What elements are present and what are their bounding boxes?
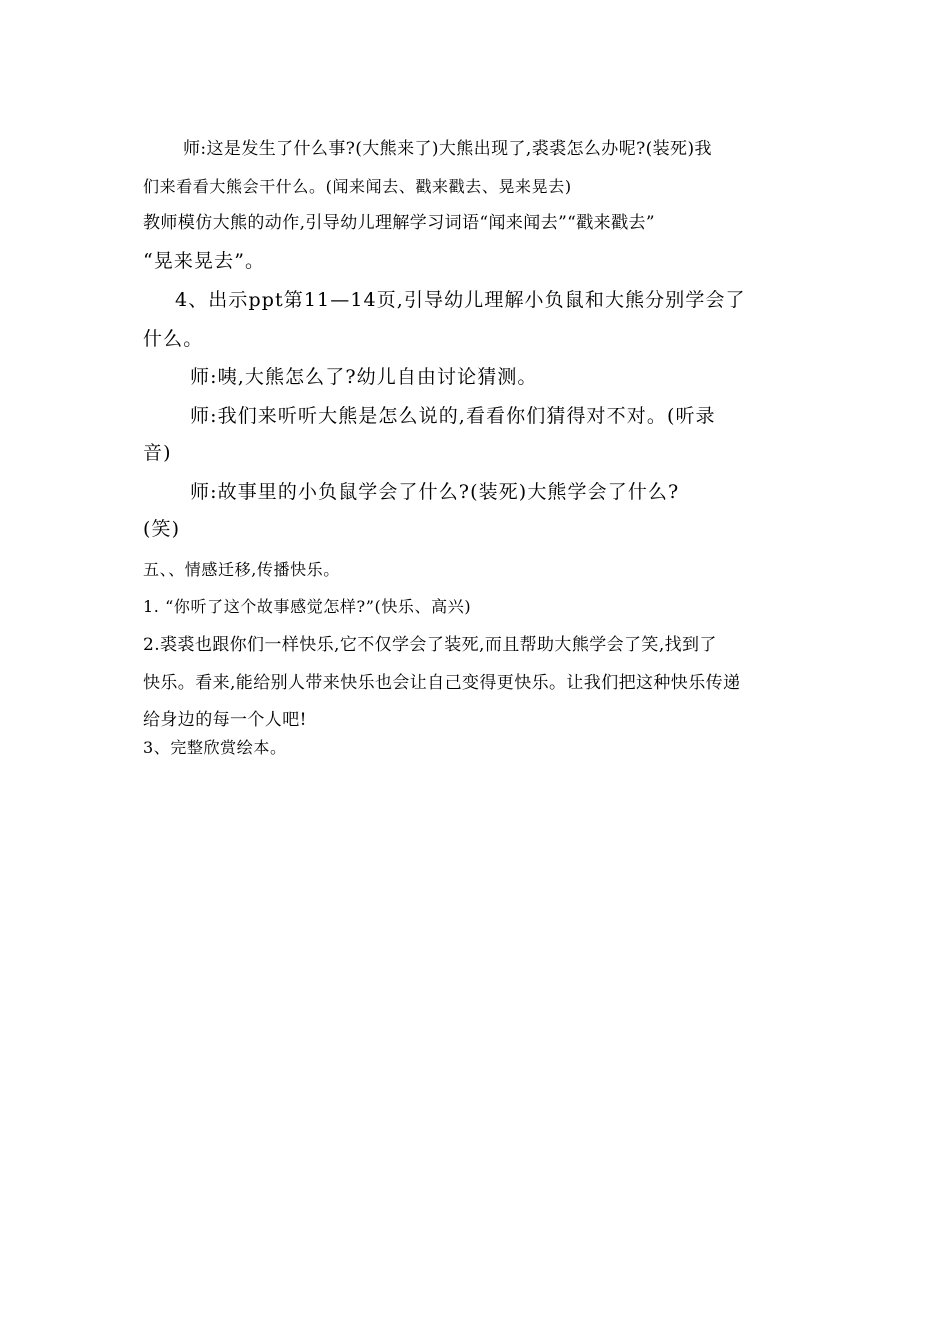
text-line: 什么。 — [143, 328, 204, 350]
text-line: 给身边的每一个人吧! — [143, 710, 307, 730]
text-line: “晃来晃去”。 — [143, 250, 266, 272]
text-line: 音) — [143, 442, 172, 464]
text-line: 3、完整欣赏绘本。 — [143, 738, 287, 757]
text-line: 1. “你听了这个故事感觉怎样?”(快乐、高兴) — [143, 597, 472, 616]
text-line: 师:故事里的小负鼠学会了什么?(装死)大熊学会了什么? — [190, 481, 680, 503]
text-line: 2.裘裘也跟你们一样快乐,它不仅学会了装死,而且帮助大熊学会了笑,找到了 — [143, 635, 717, 655]
text-line: (笑) — [143, 518, 181, 540]
section-heading: 五、、情感迁移,传播快乐。 — [143, 560, 340, 579]
text-line: 快乐。看来,能给别人带来快乐也会让自己变得更快乐。让我们把这种快乐传递 — [143, 673, 741, 693]
text-line: 教师模仿大熊的动作,引导幼儿理解学习词语“闻来闻去”“戳来戳去” — [143, 213, 655, 233]
text-line: 师:咦,大熊怎么了?幼儿自由讨论猜测。 — [190, 366, 538, 388]
text-line: 4、出示ppt第11—14页,引导幼儿理解小负鼠和大熊分别学会了 — [175, 289, 746, 311]
text-line: 师:我们来听听大熊是怎么说的,看看你们猜得对不对。(听录 — [190, 405, 716, 427]
text-line: 们来看看大熊会干什么。(闻来闻去、戳来戳去、晃来晃去) — [143, 177, 572, 196]
text-line: 师:这是发生了什么事?(大熊来了)大熊出现了,裘裘怎么办呢?(装死)我 — [183, 139, 712, 159]
